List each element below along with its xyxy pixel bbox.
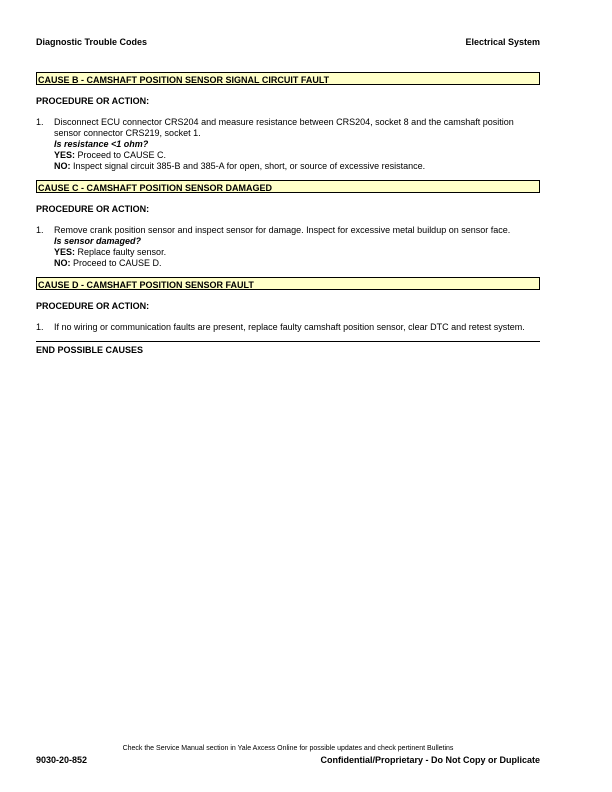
step-question: Is resistance <1 ohm?	[54, 139, 149, 149]
footer-doc-number: 9030-20-852	[36, 755, 88, 765]
page-header	[36, 37, 540, 49]
step-text: If no wiring or communication faults are present, replace faulty camshaft position sensor, clear DTC and retest system.	[54, 322, 525, 332]
yes-label: YES:	[54, 150, 76, 160]
yes-text: Replace faulty sensor.	[75, 247, 167, 257]
cause-d-banner: CAUSE D - CAMSHAFT POSITION SENSOR FAULT	[36, 277, 540, 290]
step-number: 1.	[36, 322, 44, 332]
section-divider	[36, 341, 540, 342]
cause-d-procedure-label: PROCEDURE OR ACTION:	[36, 301, 150, 311]
document-body	[36, 72, 540, 356]
no-text: Inspect signal circuit 385-B and 385-A for open, short, or source of excessive resistance.	[70, 161, 426, 171]
step-number: 1.	[36, 225, 44, 235]
footer-update-note: Check the Service Manual section in Yale Axcess Online for possible updates and check pertinent Bulletins	[122, 745, 454, 752]
step-question: Is sensor damaged?	[54, 236, 142, 246]
page-footer	[36, 755, 540, 767]
cause-d-step-1	[36, 322, 540, 333]
cause-c-step-1	[36, 225, 540, 269]
no-line	[54, 258, 540, 269]
header-chapter-title: Electrical System	[465, 37, 540, 47]
footer-confidential-notice: Confidential/Proprietary - Do Not Copy or Duplicate	[320, 755, 540, 765]
yes-line	[54, 150, 540, 161]
yes-label: YES:	[54, 247, 76, 257]
cause-c-banner: CAUSE C - CAMSHAFT POSITION SENSOR DAMAGED	[36, 180, 540, 193]
step-text: Disconnect ECU connector CRS204 and measure resistance between CRS204, socket 8 and the camshaft position sensor connector CRS219, socket 1.	[54, 117, 514, 138]
cause-b-procedure-label: PROCEDURE OR ACTION:	[36, 96, 150, 106]
end-possible-causes: END POSSIBLE CAUSES	[36, 345, 144, 355]
no-label: NO:	[54, 161, 71, 171]
cause-b-step-1	[36, 117, 540, 172]
yes-text: Proceed to CAUSE C.	[75, 150, 167, 160]
cause-b-banner: CAUSE B - CAMSHAFT POSITION SENSOR SIGNAL CIRCUIT FAULT	[36, 72, 540, 85]
no-text: Proceed to CAUSE D.	[70, 258, 162, 268]
cause-c-procedure-label: PROCEDURE OR ACTION:	[36, 204, 150, 214]
yes-line	[54, 247, 540, 258]
no-label: NO:	[54, 258, 71, 268]
step-text: Remove crank position sensor and inspect sensor for damage. Inspect for excessive metal buildup on sensor face.	[54, 225, 511, 235]
no-line	[54, 161, 540, 172]
header-section-title: Diagnostic Trouble Codes	[36, 37, 148, 47]
step-number: 1.	[36, 117, 44, 127]
